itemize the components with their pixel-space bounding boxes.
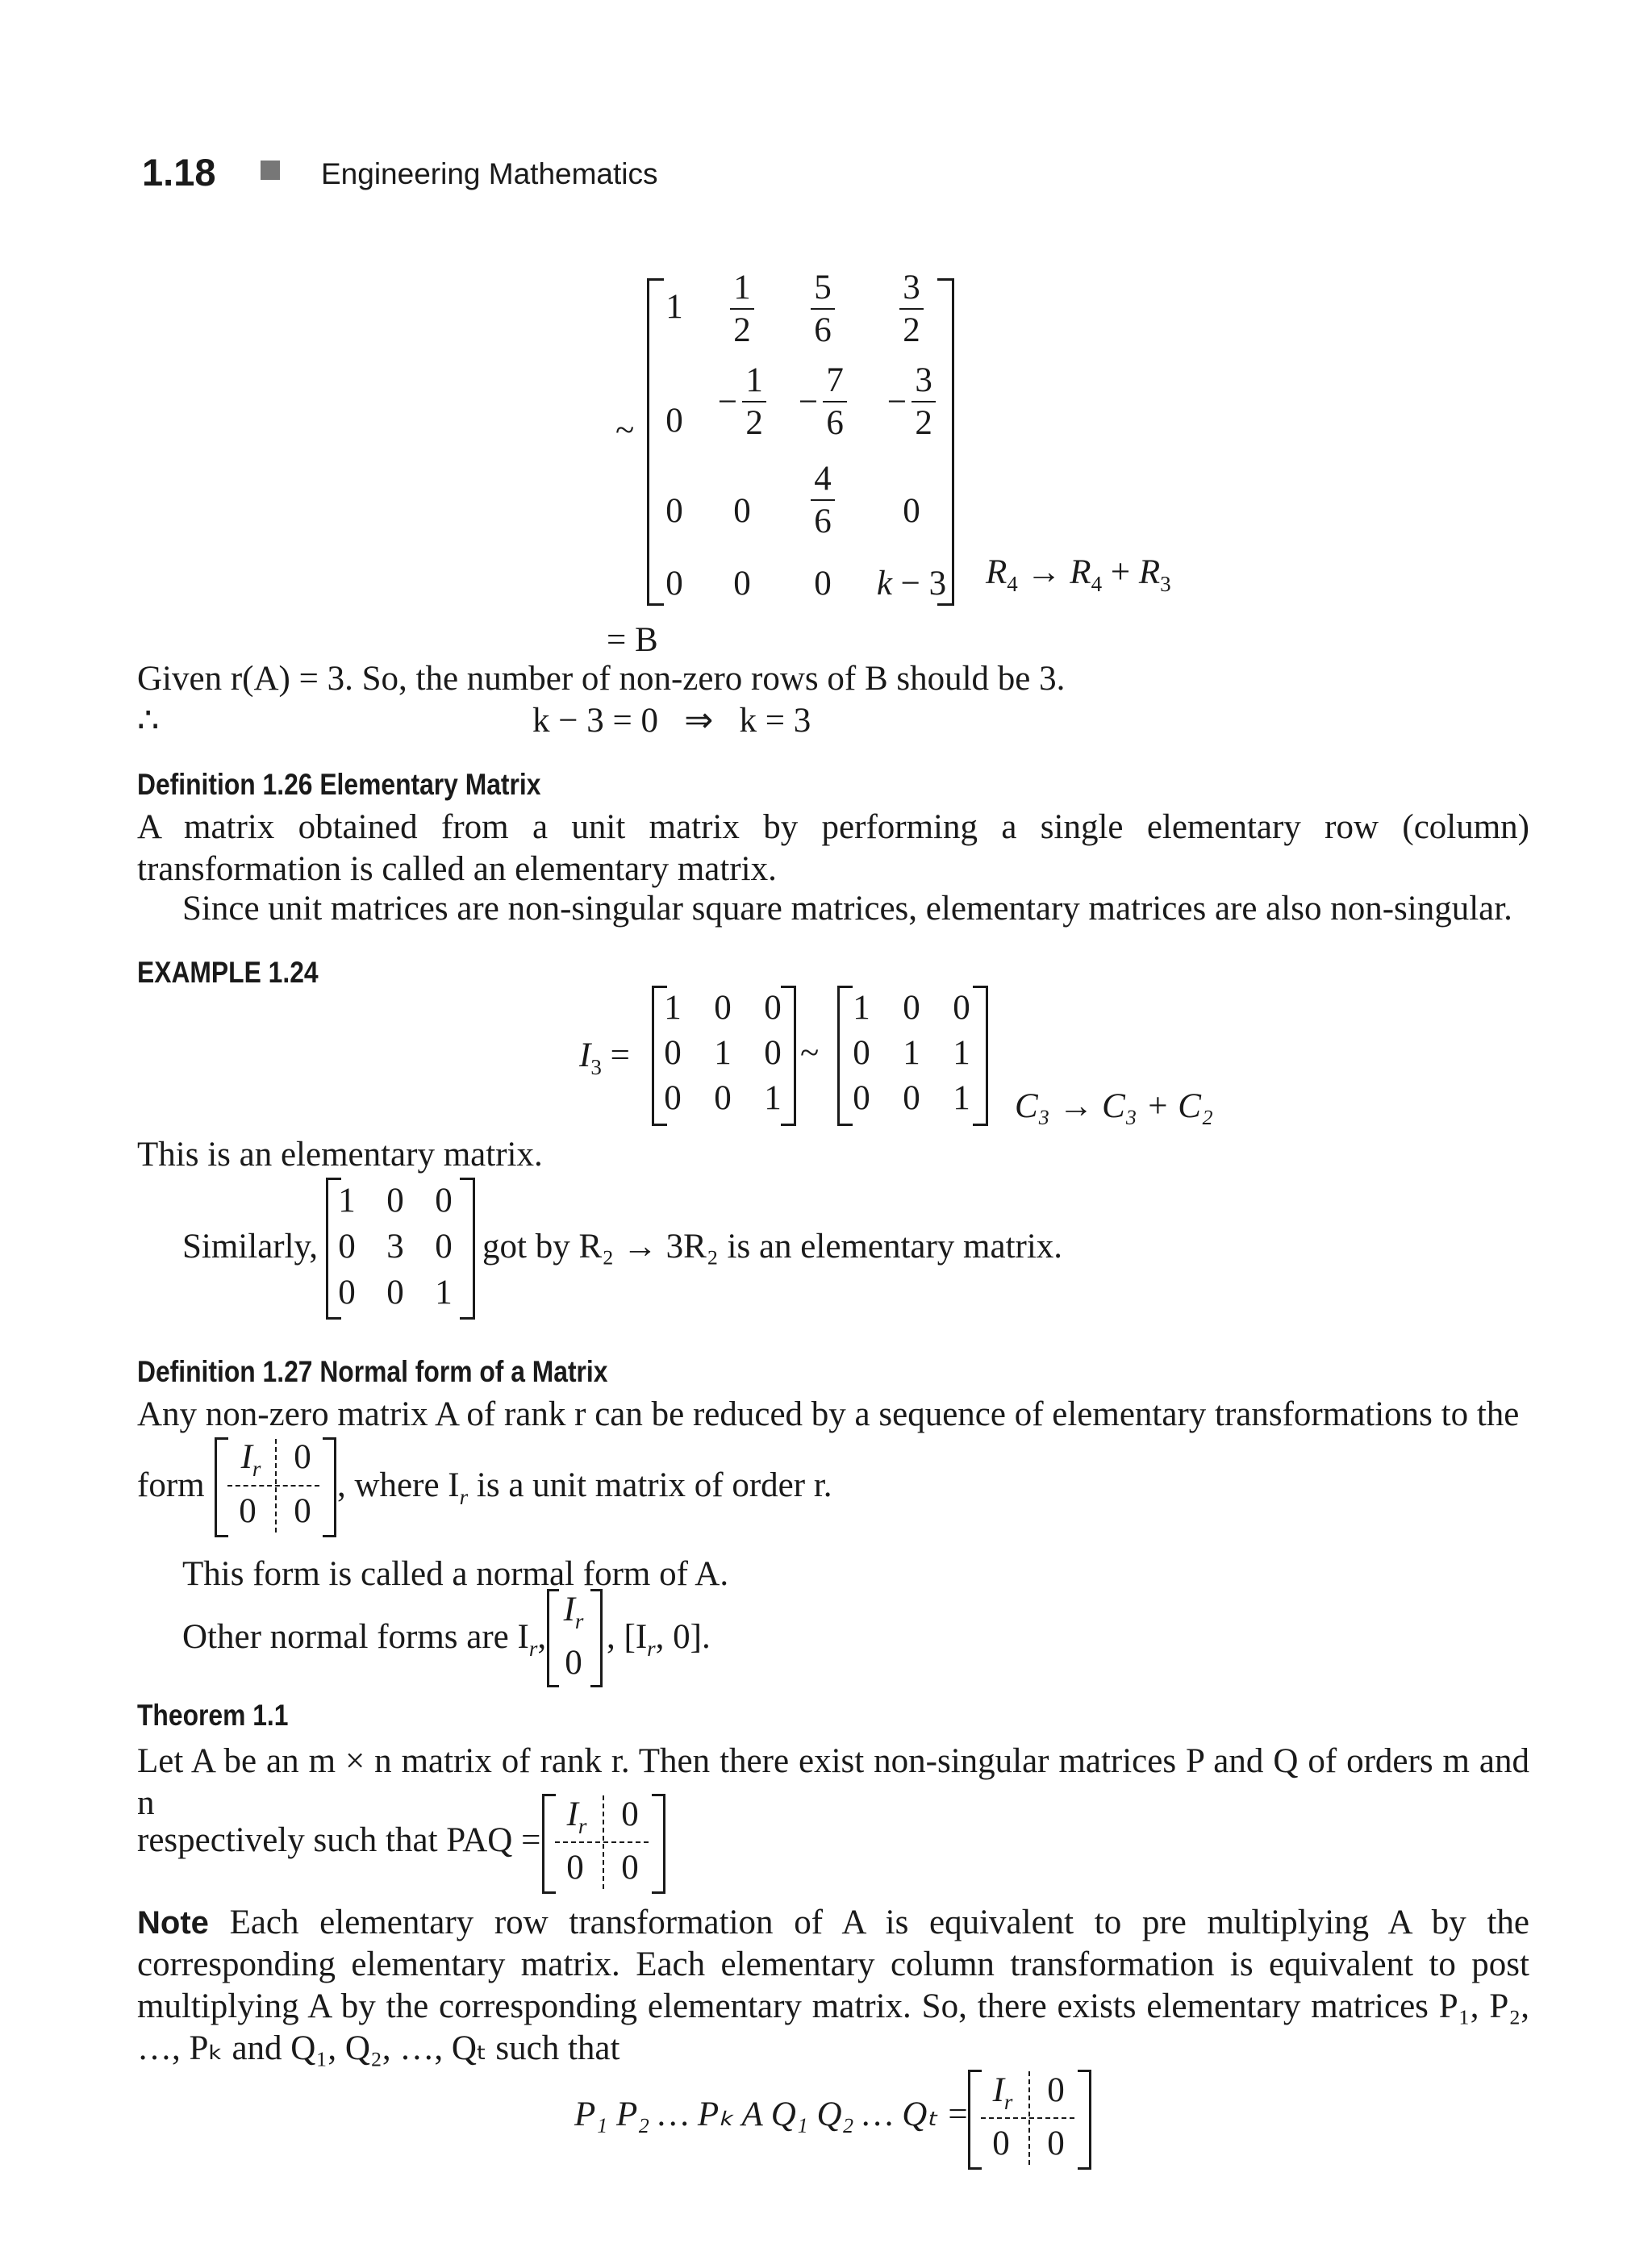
- equals-B: = B: [607, 621, 658, 659]
- matrix-B-cell: − 7 6: [791, 363, 855, 440]
- therefore-equation: k − 3 = 0 ⇒ k = 3: [532, 702, 811, 740]
- block-3-zero-br: 0: [1047, 2125, 1065, 2162]
- matrix-identity-cell: 0: [764, 989, 782, 1027]
- matrix-B-cell: 5 6: [791, 270, 855, 348]
- theorem-11-PAQ: respectively such that PAQ =: [137, 1821, 541, 1859]
- block-zero-bottom-left: 0: [239, 1492, 257, 1530]
- definition-126-note: Since unit matrices are non-singular square matrices, elementary matrices are also non-singular.: [182, 890, 1512, 928]
- matrix-elementary-cell: 0: [953, 989, 970, 1027]
- column-operation: C₃ → C₃ + C₂: [1015, 1087, 1213, 1125]
- block-matrix-1-right-bracket: [323, 1437, 336, 1537]
- matrix-B-cell: 1: [665, 288, 683, 326]
- block-matrix-1-hdivider: [227, 1485, 319, 1487]
- matrix-B-cell: − 1 2: [710, 363, 774, 440]
- other-forms-tail: , [$I_r$, 0].: [607, 1618, 711, 1661]
- book-title: Engineering Mathematics: [321, 157, 658, 190]
- page-number: 1.18: [142, 151, 216, 194]
- block-matrix-3-right-bracket: [1078, 2070, 1091, 2170]
- row-operation-R4: $R_4 \to R_4 + R_3$: [986, 553, 1171, 596]
- matrix-identity-cell: 0: [714, 989, 732, 1027]
- column-block-Ir: $I_r$: [563, 1591, 584, 1633]
- matrix-scaled-cell: 0: [435, 1182, 453, 1220]
- matrix-B-left-bracket: [647, 278, 664, 606]
- matrix-B-cell: 0: [814, 565, 832, 603]
- note-paragraph: [137, 1902, 1529, 2070]
- matrix-B-cell: − 3 2: [871, 363, 952, 440]
- block-matrix-2-hdivider: [555, 1841, 649, 1843]
- matrix-B-cell: 0: [665, 565, 683, 603]
- got-by-text: got by R₂ → 3R₂ is an elementary matrix.: [482, 1228, 1063, 1266]
- theorem-11-text: Let A be an m × n matrix of rank r. Then there exist non-singular matrices P and Q of orders m and n: [137, 1742, 1529, 1822]
- block-2-zero-tr: 0: [621, 1795, 639, 1833]
- matrix-identity-cell: 0: [714, 1079, 732, 1117]
- form-word: form: [137, 1466, 205, 1504]
- matrix-B-cell: 0: [665, 402, 683, 440]
- matrix-scaled-cell: 1: [338, 1182, 356, 1220]
- where-clause: , where $I_r$ is a unit matrix of order r.: [337, 1466, 832, 1509]
- block-2-zero-bl: 0: [566, 1849, 584, 1887]
- block-matrix-3-left-bracket: [968, 2070, 982, 2170]
- note-equation: P₁ P₂ … Pₖ A Q₁ Q₂ … Qₜ =: [574, 2095, 970, 2133]
- tilde-symbol: ~: [615, 411, 635, 449]
- matrix-scaled-cell: 1: [435, 1274, 453, 1311]
- matrix-3-right-bracket: [460, 1178, 475, 1320]
- similarly-label: Similarly,: [182, 1228, 319, 1266]
- block-3-Ir: $I_r$: [992, 2071, 1013, 2114]
- matrix-elementary-cell: 1: [903, 1034, 920, 1072]
- matrix-B-cell: 0: [665, 492, 683, 530]
- matrix-identity-cell: 0: [764, 1034, 782, 1072]
- theorem-11-heading: Theorem 1.1: [137, 1699, 289, 1732]
- block-matrix-1-left-bracket: [215, 1437, 228, 1537]
- block-matrix-2-left-bracket: [542, 1794, 556, 1894]
- tilde-symbol-2: ~: [800, 1034, 820, 1072]
- matrix-elementary-cell: 1: [953, 1034, 970, 1072]
- matrix-scaled-cell: 0: [338, 1274, 356, 1311]
- header-square-icon: [261, 161, 280, 180]
- block-zero-top-right: 0: [294, 1438, 311, 1476]
- matrix-elementary-cell: 0: [903, 989, 920, 1027]
- block-2-Ir: $I_r$: [566, 1795, 587, 1838]
- matrix-B-cell: 1 2: [710, 270, 774, 348]
- matrix-scaled-cell: 0: [386, 1182, 404, 1220]
- matrix-B-cell: k − 3: [876, 565, 947, 603]
- matrix-identity-cell: 1: [664, 989, 682, 1027]
- this-form-text: This form is called a normal form of A.: [182, 1555, 729, 1593]
- matrix-B-cell: 3 2: [871, 270, 952, 348]
- block-zero-bottom-right: 0: [294, 1492, 311, 1530]
- matrix-identity-cell: 1: [714, 1034, 732, 1072]
- definition-127-heading: Definition 1.27 Normal form of a Matrix: [137, 1355, 608, 1388]
- block-3-zero-bl: 0: [992, 2125, 1010, 2162]
- matrix-scaled-cell: 0: [338, 1228, 356, 1266]
- matrix-B-cell: 0: [903, 492, 920, 530]
- block-matrix-3-hdivider: [981, 2117, 1074, 2119]
- I3-label: $I_3$ =: [579, 1036, 630, 1079]
- matrix-scaled-cell: 3: [386, 1228, 404, 1266]
- matrix-elementary-cell: 0: [853, 1079, 870, 1117]
- matrix-B-cell: 0: [733, 565, 751, 603]
- matrix-scaled-cell: 0: [435, 1228, 453, 1266]
- matrix-identity-cell: 1: [764, 1079, 782, 1117]
- matrix-B-cell: 4 6: [791, 461, 855, 539]
- matrix-elementary-cell: 1: [953, 1079, 970, 1117]
- matrix-elementary-cell: 1: [853, 989, 870, 1027]
- definition-126-text: A matrix obtained from a unit matrix by performing a single elementary row (column) transformation is called an elementary matrix.: [137, 808, 1529, 888]
- note-label: Note: [137, 1905, 209, 1941]
- block-2-zero-br: 0: [621, 1849, 639, 1887]
- column-block-zero: 0: [565, 1644, 582, 1682]
- definition-126-heading: Definition 1.26 Elementary Matrix: [137, 768, 541, 801]
- matrix-B-cell: 0: [733, 492, 751, 530]
- example-124-heading: EXAMPLE 1.24: [137, 956, 319, 989]
- block-3-zero-tr: 0: [1047, 2071, 1065, 2109]
- matrix-elementary-cell: 0: [903, 1079, 920, 1117]
- matrix-scaled-cell: 0: [386, 1274, 404, 1311]
- other-forms-text: Other normal forms are $I_r$,: [182, 1618, 547, 1661]
- note-text: Each elementary row transformation of A is equivalent to pre multiplying A by the corresponding elementary matrix. Each elementary column transformation is equivalent to post multiplying A by the corresponding elementary matrix. So, there exists elementary matrices P₁, P₂, …, Pₖ and Q₁, Q₂, …, Qₜ such that: [137, 1904, 1529, 2067]
- definition-127-text: Any non-zero matrix A of rank r can be reduced by a sequence of elementary transformations to the: [137, 1395, 1520, 1433]
- matrix-identity-cell: 0: [664, 1079, 682, 1117]
- matrix-identity-cell: 0: [664, 1034, 682, 1072]
- matrix-elementary-cell: 0: [853, 1034, 870, 1072]
- block-Ir: $I_r$: [240, 1438, 261, 1481]
- therefore-symbol: ∴: [137, 702, 160, 740]
- given-line: Given r(A) = 3. So, the number of non-zero rows of B should be 3.: [137, 660, 1066, 698]
- block-matrix-2-right-bracket: [652, 1794, 665, 1894]
- this-is-elementary: This is an elementary matrix.: [137, 1136, 543, 1174]
